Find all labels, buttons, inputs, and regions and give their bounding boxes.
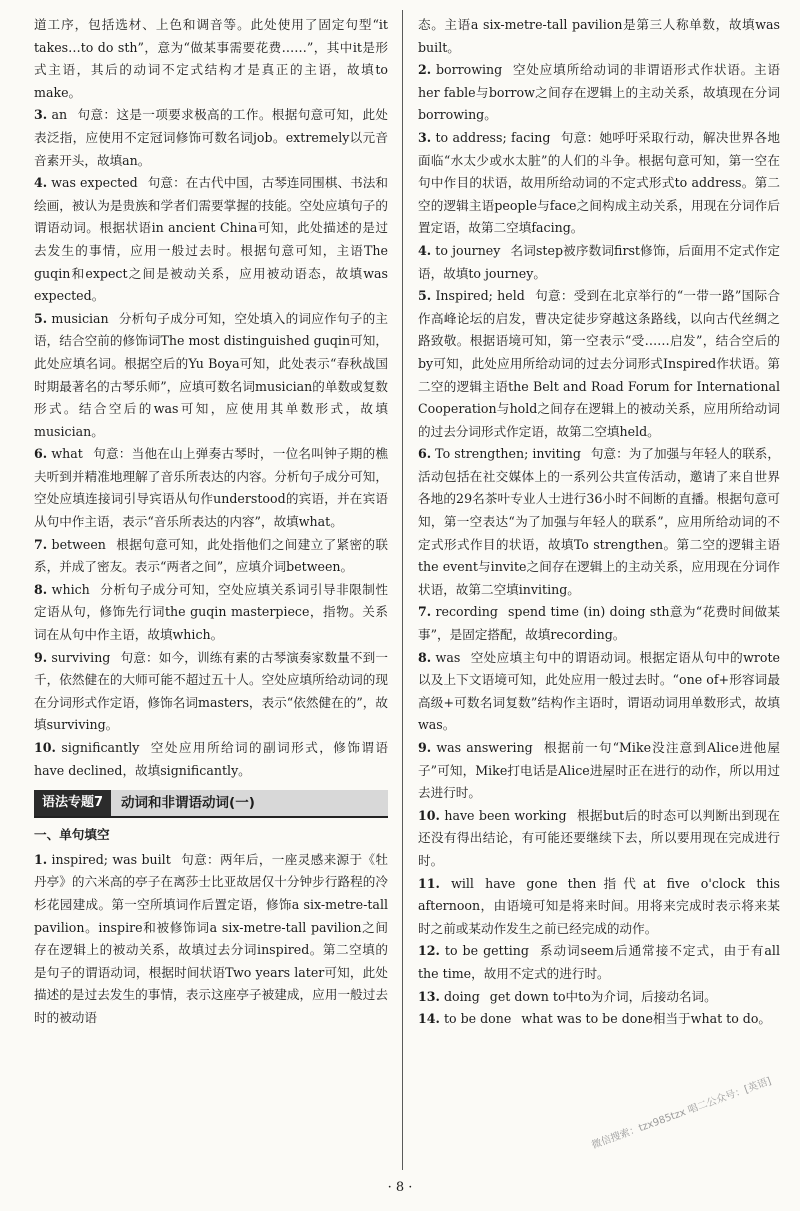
item-number: 4. bbox=[418, 242, 432, 258]
item-answer: which bbox=[51, 581, 90, 597]
item-explanation: spend time (in) doing sth意为“花费时间做某事”，是固定搭配，故填recording。 bbox=[418, 604, 780, 643]
item-number: 1. bbox=[34, 851, 48, 867]
item-explanation: 空处应填主句中的谓语动词。根据定语从句中的wrote以及上下文语境可知，此处应用一般过去时。“one of+形容词最高级+可数名词复数”结构作主语时，谓语动词用单数形式，故填was。 bbox=[418, 649, 780, 733]
item-explanation: 道工序，包括选材、上色和调音等。此处使用了固定句型“it takes…to do sth”，意为“做某事需要花费……”，其中it是形式主语，其后的动词不定式结构才是真正的主语，故填to make。 bbox=[34, 17, 388, 100]
item-answer: an bbox=[51, 107, 68, 123]
item-number: 6. bbox=[418, 446, 432, 462]
item-answer: musician bbox=[51, 310, 109, 326]
item-explanation: 名词step被序数词first修饰，后面用不定式作定语，故填to journey。 bbox=[418, 242, 780, 281]
answer-item bbox=[418, 737, 780, 805]
item-explanation: 系动词seem后通常接不定式，由于有all the time，故用不定式的进行时。 bbox=[418, 943, 780, 981]
answer-item bbox=[34, 647, 388, 737]
item-answer: Inspired; held bbox=[435, 288, 525, 304]
item-number: 2. bbox=[418, 62, 432, 78]
answer-item bbox=[418, 127, 780, 240]
answer-item bbox=[34, 14, 388, 104]
item-answer: doing bbox=[443, 988, 480, 1004]
item-answer: between bbox=[51, 536, 106, 552]
item-answer: recording bbox=[435, 604, 498, 620]
item-number: 13. bbox=[418, 988, 440, 1004]
section-title: 一、单句填空 bbox=[34, 827, 110, 843]
item-explanation: 句意：受到在北京举行的“一带一路”国际合作高峰论坛的启发，曹决定徒步穿越这条路线，以向古代丝绸之路致敬。根据语境可知，第一空表示“受……启发”，结合空后的by可知，此处应用所给动词的过去分词形式Inspired作状语。第二空的逻辑主语the Belt and Road Forum for International Cooperation与hold之间存在逻辑上的被动关系，应用所给动词的过去分词形式作定语，故第二空填held。 bbox=[418, 288, 780, 439]
item-number: 11. bbox=[418, 875, 440, 891]
answer-item bbox=[34, 443, 388, 533]
item-explanation: 句意：在古代中国，古琴连同围棋、书法和绘画，被认为是贵族和学者们需要掌握的技能。空处应填句子的谓语动词。根据状语in ancient China可知，此处描述的是过去发生的事情，应用一般过去时。根据句意可知，主语The guqin和expect之间是被动关系，应用被动语态，故填was expected。 bbox=[34, 175, 389, 304]
item-number: 8. bbox=[418, 649, 432, 665]
topic-banner bbox=[34, 790, 388, 818]
watermark: 微信搜索：tzx985tzx 唱二公众号：[英语] bbox=[590, 1075, 773, 1152]
answer-item bbox=[34, 737, 388, 782]
item-answer: to journey bbox=[435, 242, 501, 258]
answer-item bbox=[418, 873, 780, 941]
answer-item bbox=[418, 443, 780, 601]
item-explanation: get down to中to为介词，后接动名词。 bbox=[489, 988, 717, 1004]
item-number: 9. bbox=[418, 740, 432, 755]
answer-item bbox=[418, 647, 780, 737]
item-explanation: 句意：这是一项要求极高的工作。根据句意可知，此处表泛指，应使用不定冠词修饰可数名词job。extremely以元音音素开头，故填an。 bbox=[34, 107, 389, 168]
item-answer: to be done bbox=[443, 1011, 512, 1027]
item-number: 7. bbox=[418, 604, 432, 620]
answer-item bbox=[418, 240, 780, 285]
answer-item bbox=[418, 940, 780, 985]
left-items-after bbox=[34, 849, 388, 1030]
item-explanation: 根据but后的时态可以判断出到现在还没有得出结论，有可能还要继续下去，所以要用现在完成进行时。 bbox=[418, 807, 780, 868]
item-number: 14. bbox=[418, 1011, 440, 1027]
answer-item bbox=[418, 601, 780, 646]
answer-item bbox=[34, 849, 388, 1030]
item-explanation: 根据句意可知，此处指他们之间建立了紧密的联系，并成了密友。表示“两者之间”，应填介词between。 bbox=[34, 536, 388, 575]
answer-item bbox=[34, 534, 388, 579]
item-explanation: 根据前一句“Mike没注意到Alice进他屋子”可知，Mike打电话是Alice进屋时正在进行的动作，所以用过去进行时。 bbox=[418, 740, 780, 801]
left-column bbox=[34, 14, 388, 1030]
answer-item bbox=[418, 285, 780, 443]
item-answer: inspired; was built bbox=[51, 851, 171, 867]
column-divider bbox=[402, 10, 403, 1170]
item-explanation: 句意：当他在山上弹奏古琴时，一位名叫钟子期的樵夫听到并精准地理解了音乐所表达的内容。分析句子成分可知，空处应填连接词引导宾语从句作understood的宾语，并在宾语从句中作主语，表示“音乐所表达的内容”，故填what。 bbox=[34, 446, 388, 530]
answer-item bbox=[418, 59, 780, 127]
item-answer: was bbox=[435, 649, 461, 665]
right-column bbox=[418, 14, 780, 1031]
item-answer: what bbox=[51, 446, 83, 462]
item-explanation: 分析句子成分可知，空处填入的词应作句子的主语，结合空前的修饰词The most distinguished guqin可知，此处应填名词。根据空后的Yu Boya可知，此处表示“春秋战国时期最著名的古琴乐师”，应填可数名词musician的单数或复数形式。结合空后的was可知，应使用其单数形式，故填musician。 bbox=[34, 310, 389, 439]
left-items-before bbox=[34, 14, 388, 782]
item-answer: to be getting bbox=[444, 943, 529, 959]
item-explanation: 句意：她呼吁采取行动，解决世界各地面临“水太少或水太脏”的人们的斗争。根据句意可知，第一空在句中作目的状语，故用所给动词的不定式形式to address。第二空的逻辑主语people与face之间构成主动关系，用现在分词作后置定语，故第二空填facing。 bbox=[418, 129, 780, 236]
item-explanation: then指代at five o'clock this afternoon，由语境可知是将来时间。用将来完成时表示将来某时之前或某动作发生之前已经完成的动作。 bbox=[418, 875, 780, 936]
item-number: 12. bbox=[418, 943, 440, 959]
item-explanation: 态。主语a six-metre-tall pavilion是第三人称单数，故填was built。 bbox=[418, 17, 780, 55]
answer-item bbox=[34, 104, 388, 172]
banner-tag: 语法专题7 bbox=[34, 790, 111, 816]
item-answer: will have gone bbox=[451, 875, 558, 891]
right-items bbox=[418, 14, 780, 1031]
item-answer: have been working bbox=[444, 807, 567, 823]
item-number: 6. bbox=[34, 446, 48, 462]
item-number: 5. bbox=[34, 310, 48, 326]
item-answer: borrowing bbox=[435, 62, 503, 78]
answer-item bbox=[418, 14, 780, 59]
answer-item bbox=[418, 986, 780, 1009]
item-number: 10. bbox=[34, 740, 56, 755]
item-explanation: 分析句子成分可知，空处应填关系词引导非限制性定语从句，修饰先行词the guqin masterpiece，指物。关系词在从句中作主语，故填which。 bbox=[34, 581, 388, 643]
answer-item bbox=[34, 308, 388, 444]
item-number: 4. bbox=[34, 175, 48, 191]
item-number: 7. bbox=[34, 536, 48, 552]
item-number: 10. bbox=[418, 807, 440, 823]
answer-item bbox=[34, 172, 388, 308]
answer-item bbox=[34, 579, 388, 647]
item-explanation: 句意：如今，训练有素的古琴演奏家数量不到一千，依然健在的大师可能不超过五十人。空处应填所给动词的现在分词形式作定语，修饰名词masters，表示“依然健在的”，故填surviving。 bbox=[34, 649, 388, 733]
item-explanation: 空处应填所给动词的非谓语形式作状语。主语her fable与borrow之间存在逻辑上的主动关系，故填现在分词borrowing。 bbox=[418, 62, 781, 123]
item-explanation: what was to be done相当于what to do。 bbox=[521, 1011, 772, 1027]
item-explanation: 句意：两年后，一座灵感来源于《牡丹亭》的六米高的亭子在离莎士比亚故居仅十分钟步行路程的冷杉花园建成。第一空所填词作后置定语，修饰a six-metre-tall pavilion。inspire和被修饰词a six-metre-tall pavilion之间存在逻辑上的被动关系，故填过去分词inspired。第二空填的是句子的谓语动词，根据时间状语Two years later可知，此处描述的是过去发生的事情，表示这座亭子被建成，应用一般过去时的被动语 bbox=[34, 851, 389, 1025]
banner-title: 动词和非谓语动词(一) bbox=[111, 790, 388, 816]
item-answer: was expected bbox=[51, 175, 138, 191]
answer-item bbox=[418, 805, 780, 873]
item-answer: to address; facing bbox=[435, 129, 551, 145]
item-answer: significantly bbox=[61, 740, 140, 755]
item-answer: was answering bbox=[436, 740, 533, 755]
item-answer: To strengthen; inviting bbox=[435, 446, 581, 462]
item-answer: surviving bbox=[51, 649, 111, 665]
item-number: 5. bbox=[418, 288, 432, 304]
page-number: · 8 · bbox=[387, 1180, 413, 1195]
item-explanation: 句意：为了加强与年轻人的联系，活动包括在社交媒体上的一系列公共宣传活动，邀请了来自世界各地的29名茶叶专业人士进行36小时不间断的直播。根据句意可知，第一空表达“为了加强与年轻人的联系”，应用所给动词的不定式形式作目的状语，故填To strengthen。第二空的逻辑主语the event与invite之间存在逻辑上的主动关系，应用现在分词作状语，故第二空填inviting。 bbox=[418, 446, 780, 597]
item-number: 8. bbox=[34, 581, 48, 597]
item-explanation: 空处应用所给词的副词形式，修饰谓语have declined，故填significantly。 bbox=[34, 740, 388, 778]
answer-item bbox=[418, 1008, 780, 1031]
item-number: 3. bbox=[34, 107, 48, 123]
item-number: 9. bbox=[34, 649, 48, 665]
item-number: 3. bbox=[418, 129, 432, 145]
